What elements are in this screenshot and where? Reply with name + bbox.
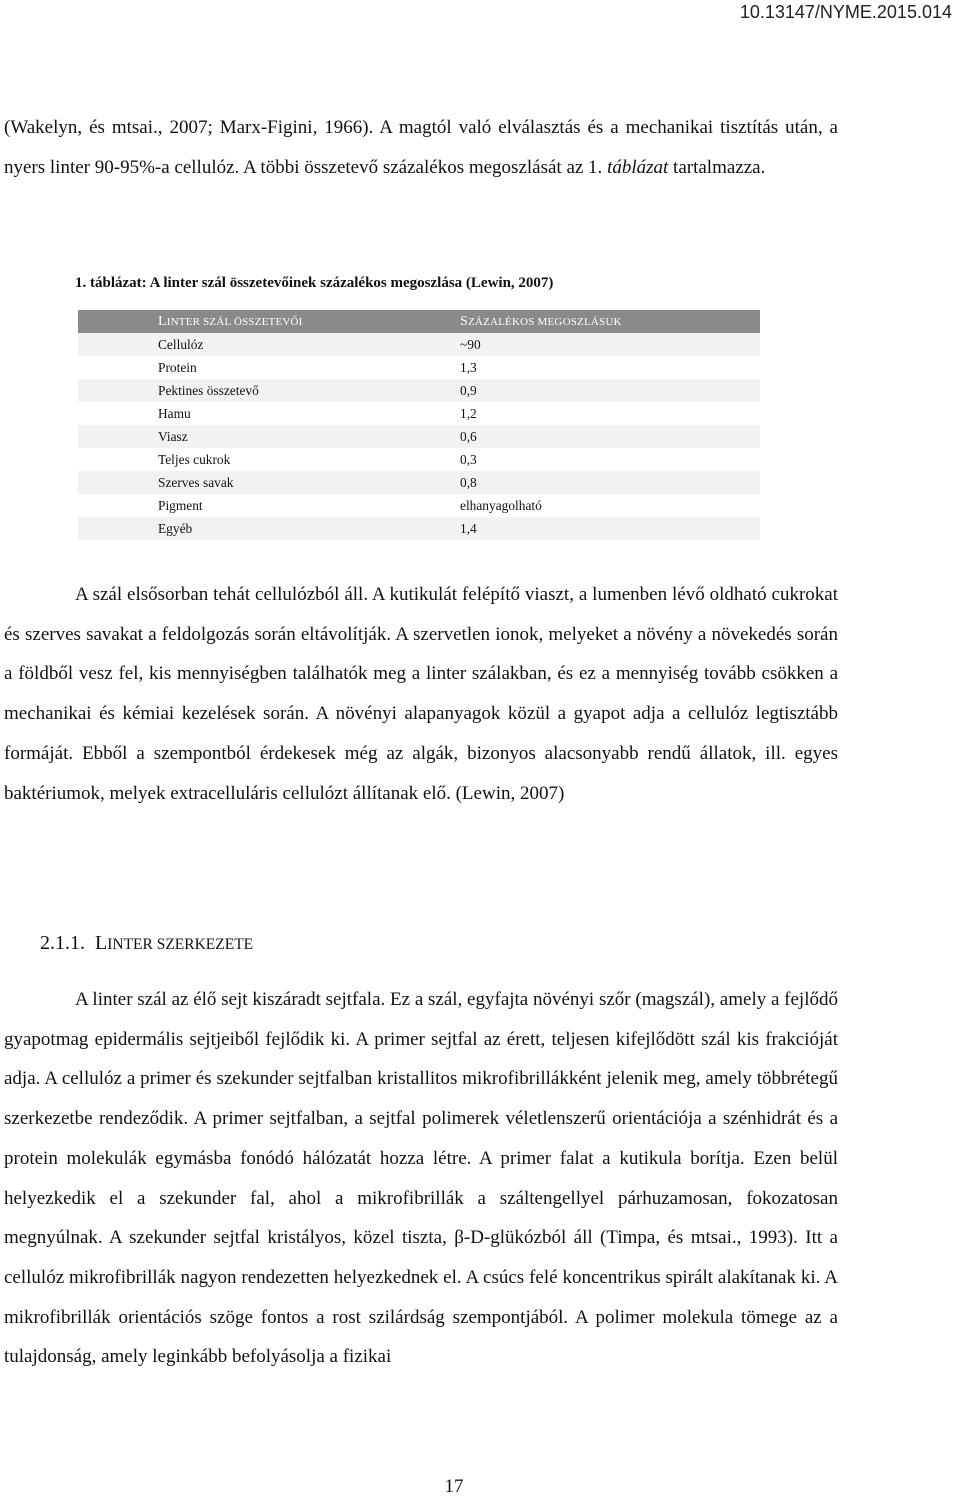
body-paragraph-composition: A szál elsősorban tehát cellulózból áll. A kutikulát felépítő viaszt, a lumenben lévő oldható cukrokat és szerves savakat a feldolgozás során eltávolítják. A szervetlen ionok, melyeket a növény a növekedés során a földből vesz fel, kis mennyiségben találhatók meg a linter szálakban, és ez a mennyiség tovább csökken a mechanikai és kémiai kezelések során. A növényi alapanyagok közül a gyapot adja a cellulóz legtisztább formáját. Ebből a szempontból érdekesek még az algák, bizonyos alacsonyabb rendű állatok, ill. egyes baktériumok, melyek extracelluláris cellulózt állítanak elő. (Lewin, 2007): [4, 584, 838, 804]
table-row: [78, 402, 760, 425]
table-row: [78, 471, 760, 494]
component-name: Szerves savak: [78, 471, 460, 494]
component-name: Pigment: [78, 494, 460, 517]
component-name: Protein: [78, 356, 460, 379]
component-name: Pektines összetevő: [78, 379, 460, 402]
table-row: [78, 448, 760, 471]
header-percentage: SZÁZALÉKOS MEGOSZLÁSUK: [460, 310, 760, 333]
table-row: [78, 425, 760, 448]
table-row: [78, 356, 760, 379]
component-value: 0,6: [460, 425, 760, 448]
section-title-rest: INTER SZERKEZETE: [107, 936, 254, 953]
table-row: [78, 333, 760, 356]
table-header-row: [78, 310, 760, 333]
doi-header: 10.13147/NYME.2015.014: [739, 2, 952, 22]
intro-text-after: tartalmazza.: [668, 156, 766, 178]
composition-table: [78, 310, 760, 540]
component-name: Teljes cukrok: [78, 448, 460, 471]
section-title-initial: L: [95, 932, 108, 954]
component-name: Viasz: [78, 425, 460, 448]
intro-paragraph: [4, 108, 838, 187]
table-row: [78, 517, 760, 540]
component-name: Hamu: [78, 402, 460, 425]
component-value: 1,3: [460, 356, 760, 379]
table-row: [78, 379, 760, 402]
header-component: LINTER SZÁL ÖSSZETEVŐI: [78, 310, 460, 333]
component-value: 1,4: [460, 517, 760, 540]
component-value: elhanyagolható: [460, 494, 760, 517]
table-row: [78, 494, 760, 517]
intro-table-ref: táblázat: [607, 156, 669, 178]
component-value: 1,2: [460, 402, 760, 425]
section-heading: [40, 932, 253, 955]
page-number: 17: [444, 1476, 464, 1497]
component-value: 0,8: [460, 471, 760, 494]
component-value: 0,9: [460, 379, 760, 402]
table-caption: 1. táblázat: A linter szál összetevőinek százalékos megoszlása (Lewin, 2007): [75, 275, 554, 291]
section-number: 2.1.1.: [40, 932, 85, 954]
component-name: Egyéb: [78, 517, 460, 540]
body-paragraph-structure: A linter szál az élő sejt kiszáradt sejtfala. Ez a szál, egyfajta növényi szőr (magszál), amely a fejlődő gyapotmag epidermális sejtjeiből fejlődik ki. A primer sejtfal az érett, teljesen kifejlődött szál kis frakcióját adja. A cellulóz a primer és szekunder sejtfalban kristallitos mikrofibrillákként jelenik meg, amely többrétegű szerkezetbe rendeződik. A primer sejtfalban, a sejtfal polimerek véletlenszerű orientációja a szénhidrát és a protein molekulák egymásba fonódó hálózatát hozza létre. A primer falat a kutikula borítja. Ezen belül helyezkedik el a szekunder fal, ahol a mikrofibrillák a száltengellyel párhuzamosan, fokozatosan megnyúlnak. A szekunder sejtfal kristályos, közel tiszta, β-D-glükózból áll (Timpa, és mtsai., 1993). Itt a cellulóz mikrofibrillák nagyon rendezetten helyezkednek el. A csúcs felé koncentrikus spirált alakítanak ki. A mikrofibrillák orientációs szöge fontos a rost szilárdság szempontjából. A polimer molekula tömege az a tulajdonság, amely leginkább befolyásolja a fizikai: [4, 989, 838, 1368]
component-name: Cellulóz: [78, 333, 460, 356]
component-value: ~90: [460, 333, 760, 356]
intro-text-before: (Wakelyn, és mtsai., 2007; Marx-Figini, 1966). A magtól való elválasztás és a mechanikai tisztítás után, a nyers linter 90-95%-a cellulóz. A többi összetevő százalékos megoszlását az 1.: [4, 117, 838, 178]
component-value: 0,3: [460, 448, 760, 471]
